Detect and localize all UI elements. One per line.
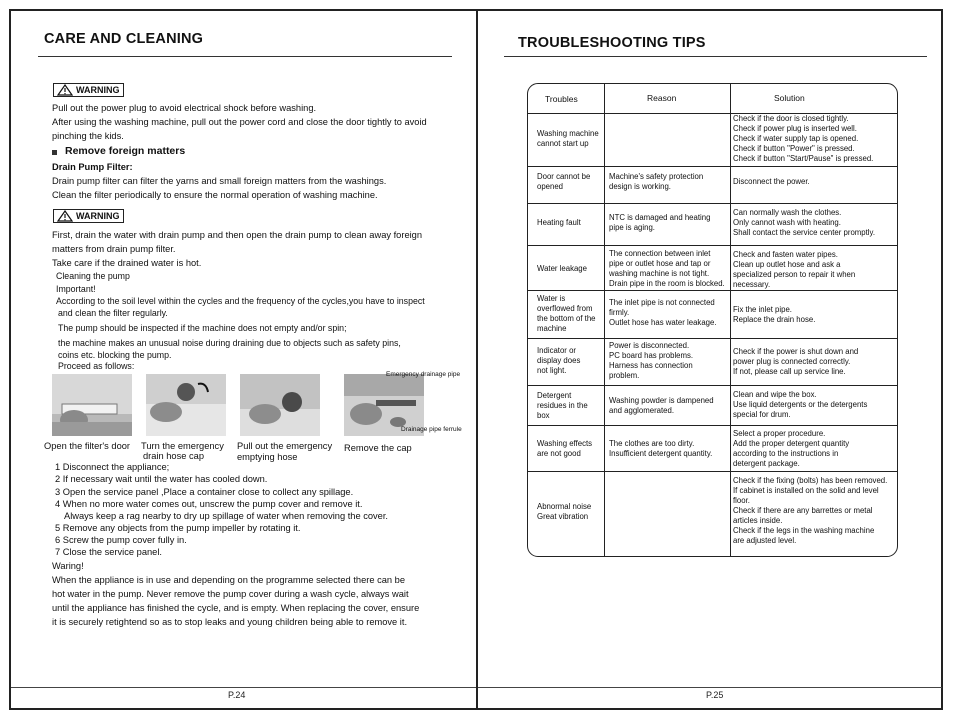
photo-open-filter-door [52,374,132,436]
procedure-line: the machine makes an unusual noise during draining due to objects such as safety pins, [58,338,401,348]
row-divider [528,166,897,167]
bullet-square-icon [52,150,57,155]
final-line: hot water in the pump. Never remove the pump cover during a wash cycle, always wait [52,589,409,599]
trouble-cell: Water is overflowed from the bottom of the machine [537,294,596,333]
caption-pull-hose: Pull out the emergency [237,441,333,451]
solution-cell: Check and fasten water pipes. Clean up outlet hose and ask a specialized person to repair it when necessary. [733,250,856,289]
reason-cell: NTC is damaged and heating pipe is aging. [609,213,711,232]
trouble-cell: Indicator or display does not light. [537,346,581,375]
reason-cell: Machine's safety protection design is working. [609,172,704,191]
trouble-cell: Abnormal noise Great vibration [537,502,592,521]
troubleshooting-title: TROUBLESHOOTING TIPS [518,35,706,51]
step-item: 4 When no more water comes out, unscrew the pump cover and remove it. [55,499,363,509]
final-line: it is securely retightend so as to stop leaks and young children being able to remove it. [52,617,408,627]
solution-cell: Check if the fixing (bolts) has been removed. If cabinet is installed on the solid and level floor. Check if there are any barrettes or metal articles inside. Check if the legs in the washing machine are adjusted level. [733,476,888,545]
care-cleaning-title: CARE AND CLEANING [44,31,204,47]
trouble-cell: Washing effects are not good [537,439,593,458]
page-number-right: P.25 [706,690,724,700]
reason-cell: The clothes are too dirty. Insufficient detergent quantity. [609,439,713,458]
warn2-line: Take care if the drained water is hot. [52,258,202,268]
solution-cell: Select a proper procedure. Add the proper detergent quantity according to the instructions in detergent package. [733,429,850,468]
caption-pull-hose-2: emptying hose [237,452,298,462]
trouble-cell: Detergent residues in the box [537,391,588,420]
procedure-line: According to the soil level within the cycles and the frequency of the cycles,you have to inspect [56,296,425,306]
procedure-line: Cleaning the pump [56,271,130,281]
page-number-left: P.24 [228,690,246,700]
warning-label: WARNING [76,85,120,95]
photo-pull-emptying-hose [240,374,320,436]
warning-label: WARNING [76,211,120,221]
header-troubles: Troubles [545,94,578,104]
row-divider [528,245,897,246]
caption-remove-cap: Remove the cap [344,443,412,453]
col-divider [604,84,605,556]
footer-rule-left [11,687,476,688]
warn2-line: First, drain the water with drain pump and then open the drain pump to clean away foreign [52,230,423,240]
row-divider [528,338,897,339]
solution-cell: Check if the door is closed tightly. Check if power plug is inserted well. Check if water supply tap is opened. Check if button "Power" is pressed. Check if button "Start/Pause" is pressed. [733,114,874,163]
warn2-line: matters from drain pump filter. [52,244,176,254]
warning-triangle-icon [57,210,73,222]
callout-emergency-pipe: Emergency drainage pipe [386,371,461,378]
trouble-cell: Door cannot be opened [537,172,591,191]
title-rule-right [504,56,927,57]
reason-cell: Power is disconnected. PC board has problems. Harness has connection problem. [609,341,694,380]
warning-badge-2 [53,209,124,223]
procedure-line: Important! [56,284,96,294]
solution-cell: Check if the power is shut down and power plug is connected correctly. If not, please call up service line. [733,347,859,376]
header-reason: Reason [647,93,677,103]
reason-cell: The inlet pipe is not connected firmly. Outlet hose has water leakage. [609,298,717,327]
footer-rule-right [478,687,942,688]
warn1-line: After using the washing machine, pull out the power cord and close the door tightly to avoid [52,117,427,127]
reason-cell: Washing powder is dampened and agglomerated. [609,396,714,415]
warning-badge-1 [53,83,124,97]
solution-cell: Clean and wipe the box. Use liquid detergents or the detergents special for drum. [733,390,868,419]
reason-cell: The connection between inlet pipe or outlet hose and tap or washing machine is not tight. Drain pipe in the room is blocked. [609,249,725,288]
final-line: When the appliance is in use and depending on the programme selected there can be [52,575,406,585]
solution-cell: Can normally wash the clothes. Only cannot wash with heating. Shall contact the service center promptly. [733,208,875,237]
procedure-line: The pump should be inspected if the machine does not empty and/or spin; [58,323,347,333]
step-item: 5 Remove any objects from the pump impeller by rotating it. [55,523,301,533]
step-item: 2 If necessary wait until the water has cooled down. [55,474,268,484]
col-divider [730,84,731,556]
solution-cell: Disconnect the power. [733,177,810,186]
step-item: 6 Screw the pump cover fully in. [55,535,187,545]
row-divider [528,471,897,472]
callout-drainage-ferrule: Drainage pipe ferrule [401,426,462,433]
step-item: Always keep a rag nearby to dry up spillage of water when removing the cover. [64,511,389,521]
caption-turn-emergency-2: drain hose cap [143,451,204,461]
troubleshooting-table [527,83,898,557]
page-divider [476,9,478,710]
row-divider [528,290,897,291]
procedure-line: coins etc. blocking the pump. [58,350,172,360]
caption-turn-emergency: Turn the emergency [141,441,224,451]
row-divider [528,425,897,426]
filter-line: Drain pump filter can filter the yarns and small foreign matters from the washings. [52,176,387,186]
trouble-cell: Heating fault [537,218,581,227]
header-solution: Solution [774,93,805,103]
caption-open-filter: Open the filter's door [44,441,131,451]
final-line: Waring! [52,561,84,571]
trouble-cell: Washing machine cannot start up [537,129,599,148]
step-item: 3 Open the service panel ,Place a container close to collect any spillage. [55,487,354,497]
row-divider [528,385,897,386]
trouble-cell: Water leakage [537,264,587,273]
title-rule-left [38,56,452,57]
step-item: 7 Close the service panel. [55,547,162,557]
row-divider [528,203,897,204]
solution-cell: Fix the inlet pipe. Replace the drain hose. [733,305,816,324]
warn1-line: pinching the kids. [52,131,124,141]
photo-turn-emergency-cap [146,374,226,436]
procedure-line: Proceed as follows: [58,361,135,371]
warn1-line: Pull out the power plug to avoid electrical shock before washing. [52,103,317,113]
section-heading: Remove foreign matters [65,145,186,157]
step-item: 1 Disconnect the appliance; [55,462,170,472]
final-line: until the appliance has finished the cycle, and is empty. When replacing the cover, ensure [52,603,420,613]
filter-line: Clean the filter periodically to ensure the normal operation of washing machine. [52,190,378,200]
subheading: Drain Pump Filter: [52,162,133,172]
warning-triangle-icon [57,84,73,96]
procedure-line: and clean the filter regularly. [58,308,168,318]
